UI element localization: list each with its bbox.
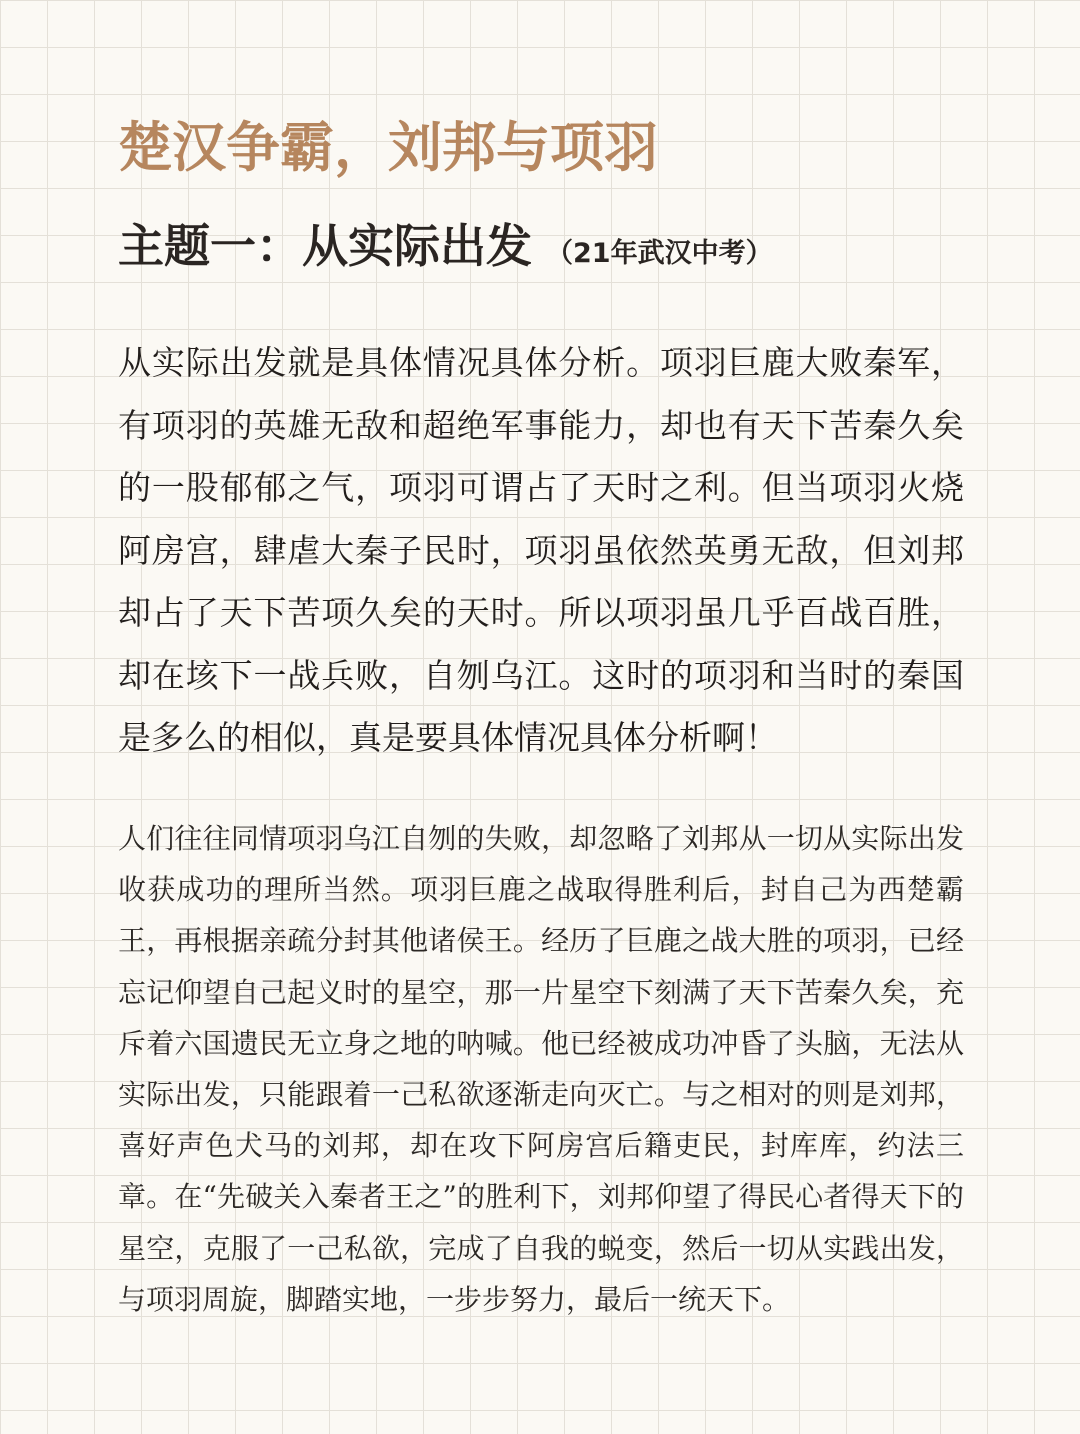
page-title: 楚汉争霸，刘邦与项羽: [118, 116, 658, 179]
section-subtitle: 主题一：从实际出发: [118, 219, 532, 273]
essay-paragraph: 人们往往同情项羽乌江自刎的失败，却忽略了刘邦从一切从实际出发收获成功的理所当然。项羽巨鹿之战取得胜利后，封自己为西楚霸王，再根据亲疏分封其他诸侯王。经历了巨鹿之战大胜的项羽，已经忘记仰望自己起义时的星空，那一片星空下刻满了天下苦秦久矣，充斥着六国遗民无立身之地的呐喊。他已经被成功冲昏了头脑，无法从实际出发，只能跟着一己私欲逐渐走向灭亡。与之相对的则是刘邦，喜好声色犬马的刘邦，却在攻下阿房宫后籍吏民，封库库，约法三章。在“先破关入秦者王之”的胜利下，刘邦仰望了得民心者得天下的星空，克服了一己私欲，完成了自我的蜕变，然后一切从实践出发，与项羽周旋，脚踏实地，一步步努力，最后一统天下。: [118, 822, 964, 1316]
subtitle-note: （21年武汉中考）: [546, 238, 773, 269]
subtitle-line: [118, 214, 773, 286]
intro-paragraph: 从实际出发就是具体情况具体分析。项羽巨鹿大败秦军，有项羽的英雄无敌和超绝军事能力，却也有天下苦秦久矣的一股郁郁之气，项羽可谓占了天时之利。但当项羽火烧阿房宫，肆虐大秦子民时，项羽虽依然英勇无敌，但刘邦却占了天下苦项久矣的天时。所以项羽虽几乎百战百胜，却在垓下一战兵败，自刎乌江。这时的项羽和当时的秦国是多么的相似，真是要具体情况具体分析啊！: [118, 343, 964, 757]
